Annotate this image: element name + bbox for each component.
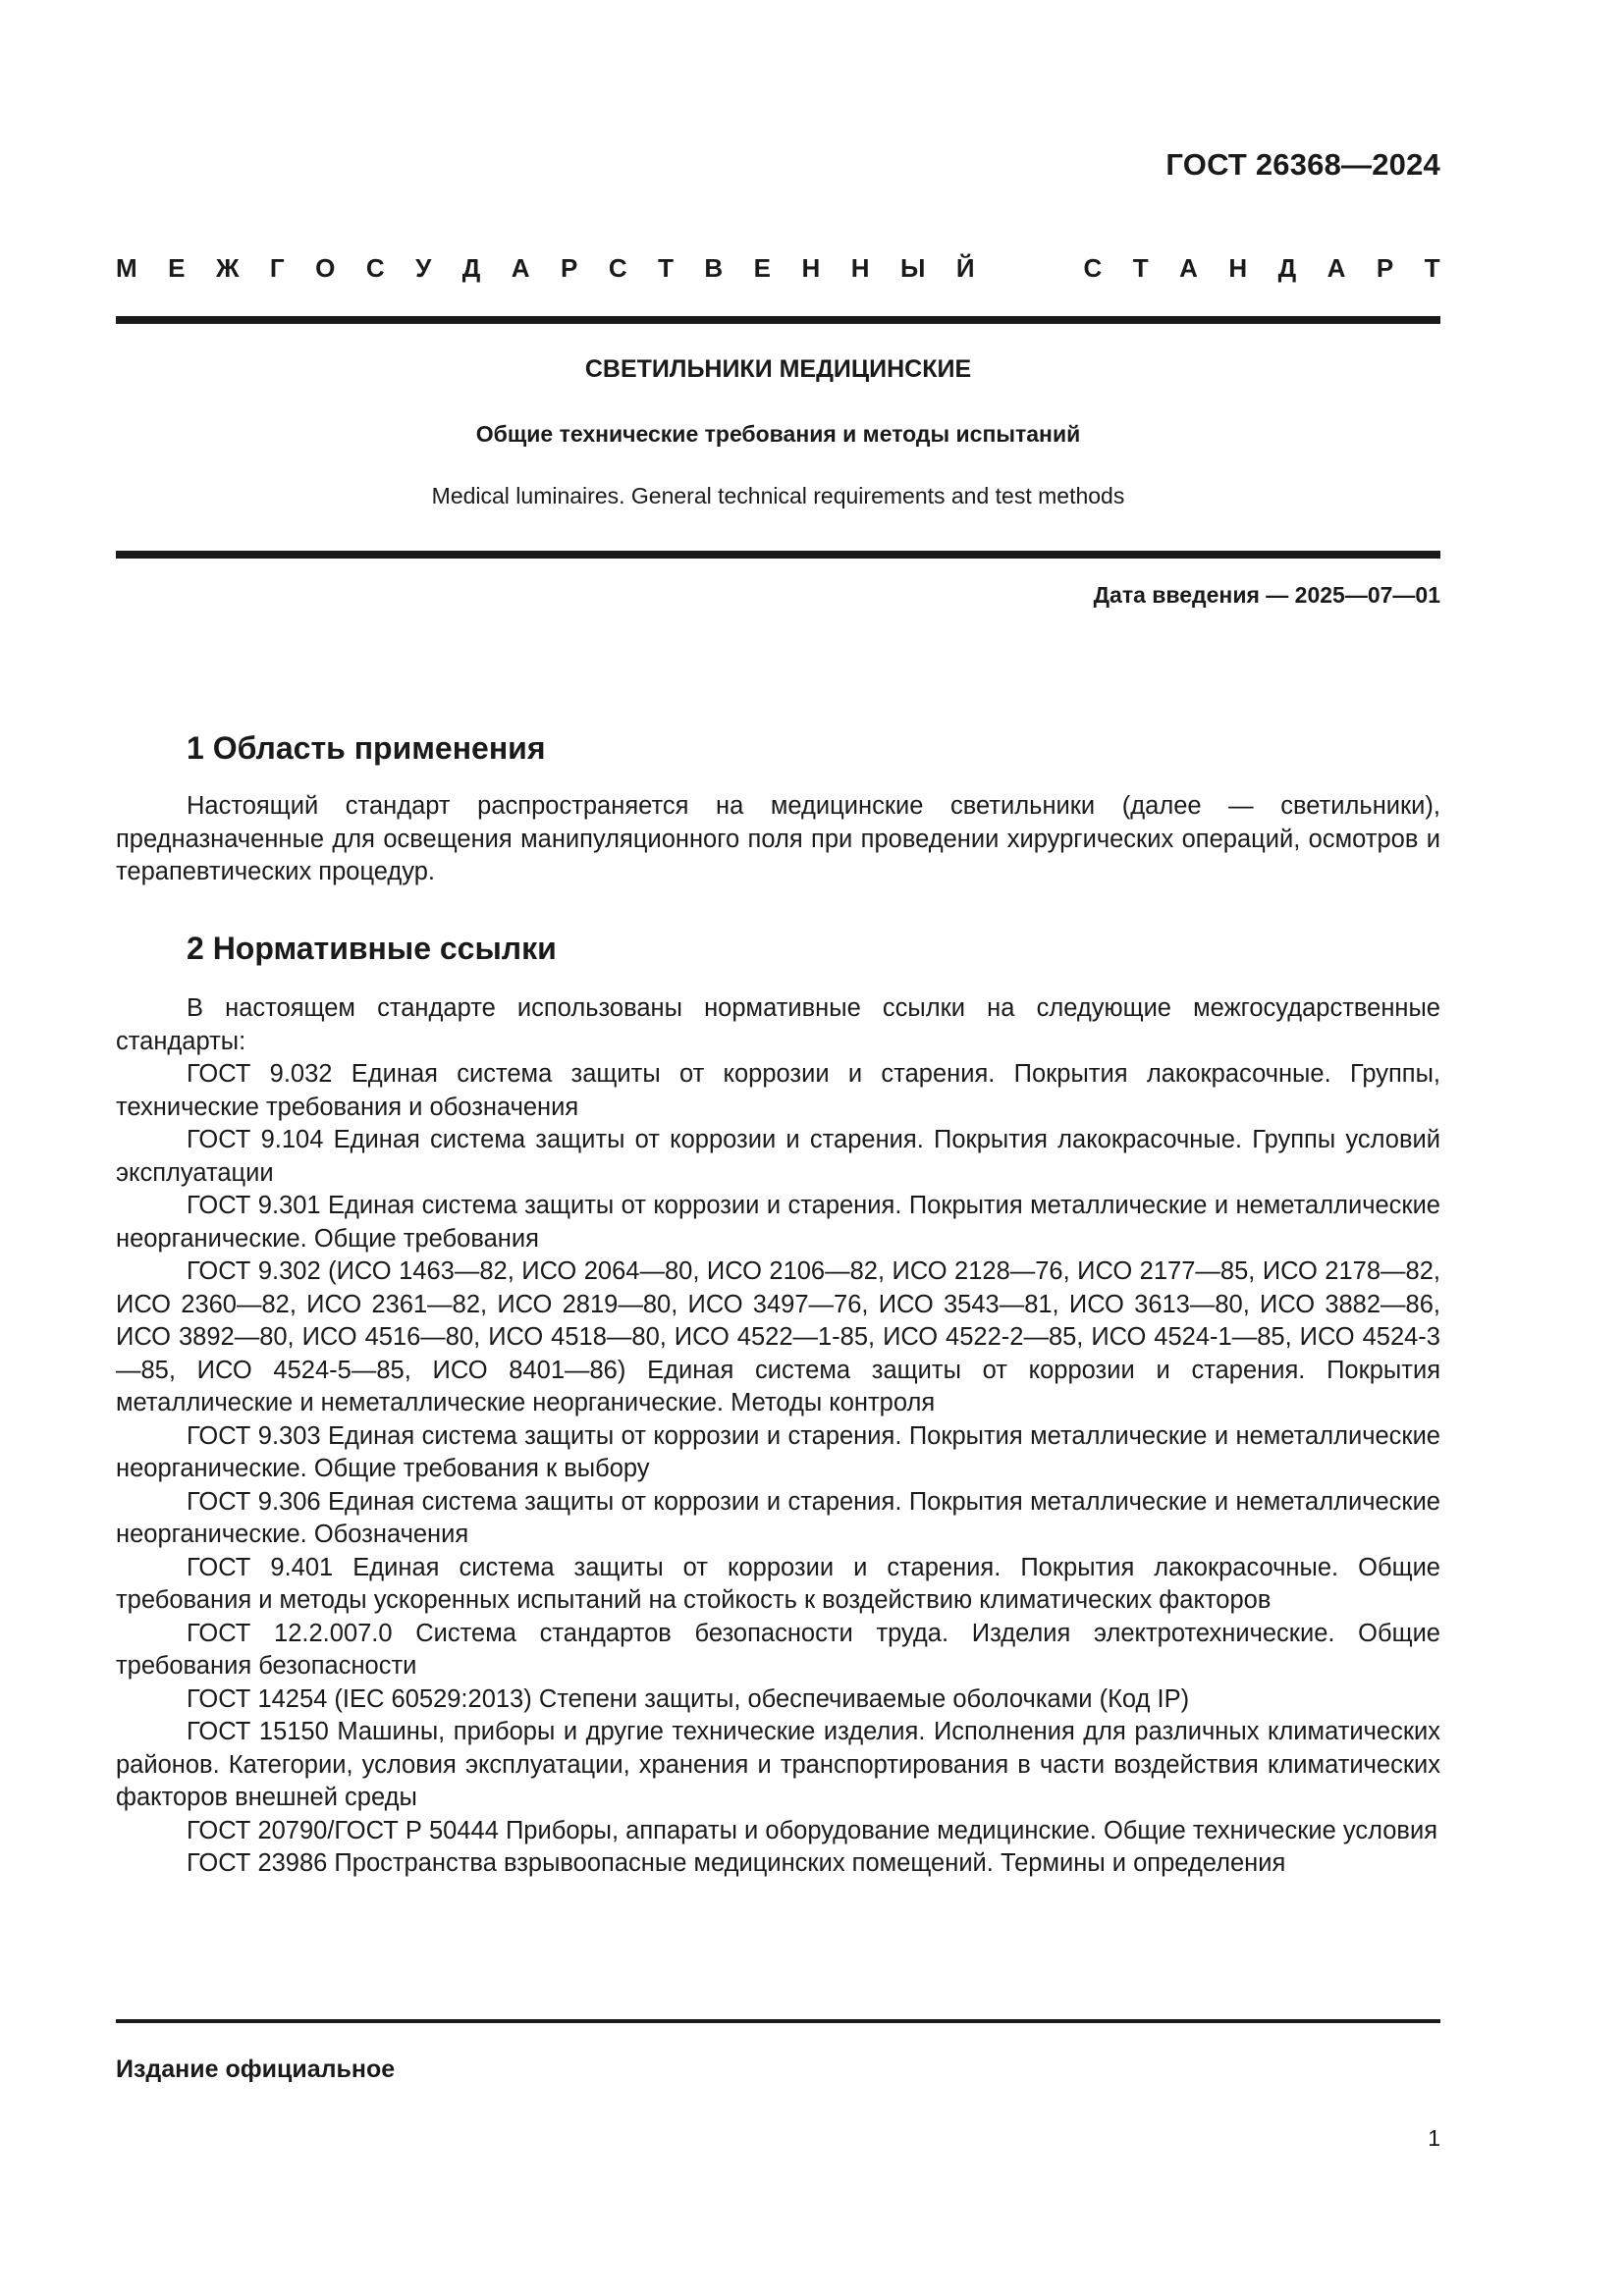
interstate-letter: А bbox=[511, 253, 530, 283]
standard-letter: С bbox=[1083, 253, 1103, 283]
document-subtitle: Общие технические требования и методы испытаний bbox=[475, 421, 1081, 447]
interstate-letter: М bbox=[116, 253, 137, 283]
scope-paragraph: Настоящий стандарт распространяется на медицинские светильники (далее — светильники), предназначенные для освещения манипуляционного поля при проведении хирургических операций, осмотров и терапевтических процедур. bbox=[116, 792, 1440, 885]
word-gap bbox=[1005, 253, 1053, 283]
title-rule bbox=[116, 551, 1440, 559]
interstate-letter: С bbox=[608, 253, 627, 283]
reference-item: ГОСТ 9.302 (ИСО 1463—82, ИСО 2064—80, ИСО 2106—82, ИСО 2128—76, ИСО 2177—85, ИСО 2178—82, ИСО 2360—82, ИСО 2361—82, ИСО 2819—80, ИСО 3497—76, ИСО 3543—81, ИСО 3613—80, ИСО 3882—86, ИСО 3892—80, ИСО 4516—80, ИСО 4518—80, ИСО 4522—1-85, ИСО 4522-2—85, ИСО 4524-1—85, ИСО 4524-3—85, ИСО 4524-5—85, ИСО 8401—86) Единая система защиты от коррозии и старения. Покрытия металлические и неметаллические неорганические. Методы контроля bbox=[116, 1257, 1440, 1416]
references-intro: В настоящем стандарте использованы нормативные ссылки на следующие межгосударственные стандарты: bbox=[116, 994, 1440, 1055]
section-heading-references: 2 Нормативные ссылки bbox=[187, 931, 557, 966]
interstate-letter: Ж bbox=[215, 253, 240, 283]
page-number: 1 bbox=[1428, 2125, 1440, 2151]
interstate-letter: Д bbox=[461, 253, 481, 283]
reference-item: ГОСТ 20790/ГОСТ Р 50444 Приборы, аппараты и оборудование медицинские. Общие технические условия bbox=[187, 1816, 1438, 1844]
scope-body bbox=[116, 790, 1440, 889]
reference-item: ГОСТ 9.032 Единая система защиты от коррозии и старения. Покрытия лакокрасочные. Группы, технические требования и обозначения bbox=[116, 1060, 1440, 1121]
official-edition-label: Издание официальное bbox=[116, 2056, 396, 2083]
interstate-letter: Р bbox=[561, 253, 578, 283]
reference-item: ГОСТ 9.104 Единая система защиты от коррозии и старения. Покрытия лакокрасочные. Группы условий эксплуатации bbox=[116, 1126, 1440, 1187]
references-body bbox=[116, 992, 1440, 1881]
standard-number: ГОСТ 26368—2024 bbox=[1165, 147, 1440, 182]
standard-letter: Н bbox=[1228, 253, 1248, 283]
reference-item: ГОСТ 9.306 Единая система защиты от коррозии и старения. Покрытия металлические и неметаллические неорганические. Обозначения bbox=[116, 1487, 1440, 1548]
document-title-english: Medical luminaires. General technical requirements and test methods bbox=[431, 483, 1125, 508]
reference-item: ГОСТ 14254 (IEC 60529:2013) Степени защиты, обеспечиваемые оболочками (Код IP) bbox=[187, 1684, 1190, 1713]
interstate-letter: Ы bbox=[899, 253, 926, 283]
interstate-letter: Й bbox=[955, 253, 975, 283]
standard-letter: Т bbox=[1132, 253, 1149, 283]
introduction-date: Дата введения — 2025—07—01 bbox=[1093, 582, 1440, 608]
interstate-letter: Т bbox=[658, 253, 674, 283]
reference-item: ГОСТ 9.303 Единая система защиты от коррозии и старения. Покрытия металлические и неметаллические неорганические. Общие требования к выбору bbox=[116, 1421, 1440, 1482]
reference-item: ГОСТ 9.301 Единая система защиты от коррозии и старения. Покрытия металлические и неметаллические неорганические. Общие требования bbox=[116, 1192, 1440, 1253]
header-rule bbox=[116, 316, 1440, 324]
interstate-standard-heading bbox=[116, 253, 1440, 283]
reference-item: ГОСТ 15150 Машины, приборы и другие технические изделия. Исполнения для различных климатических районов. Категории, условия эксплуатации, хранения и транспортирования в части воздействия климатических факторов внешней среды bbox=[116, 1718, 1440, 1811]
reference-item: ГОСТ 23986 Пространства взрывоопасные медицинских помещений. Термины и определения bbox=[187, 1849, 1286, 1877]
interstate-letter: Г bbox=[269, 253, 285, 283]
interstate-letter: С bbox=[365, 253, 385, 283]
reference-item: ГОСТ 9.401 Единая система защиты от коррозии и старения. Покрытия лакокрасочные. Общие требования и методы ускоренных испытаний на стойкость к воздействию климатических факторов bbox=[116, 1553, 1440, 1614]
standard-letter: Д bbox=[1277, 253, 1297, 283]
reference-item: ГОСТ 12.2.007.0 Система стандартов безопасности труда. Изделия электротехнические. Общие требования безопасности bbox=[116, 1619, 1440, 1680]
footer-rule bbox=[116, 2019, 1440, 2023]
standard-letter: Т bbox=[1424, 253, 1440, 283]
interstate-letter: Е bbox=[168, 253, 186, 283]
section-heading-scope: 1 Область применения bbox=[187, 730, 546, 766]
interstate-letter: О bbox=[315, 253, 336, 283]
standard-letter: А bbox=[1326, 253, 1346, 283]
interstate-letter: Н bbox=[801, 253, 821, 283]
interstate-letter: Н bbox=[850, 253, 870, 283]
standard-letter: А bbox=[1179, 253, 1198, 283]
standard-letter: Р bbox=[1376, 253, 1394, 283]
interstate-letter: У bbox=[415, 253, 432, 283]
interstate-letter: В bbox=[704, 253, 724, 283]
document-title: СВЕТИЛЬНИКИ МЕДИЦИНСКИЕ bbox=[584, 355, 972, 383]
interstate-letter: Е bbox=[753, 253, 772, 283]
